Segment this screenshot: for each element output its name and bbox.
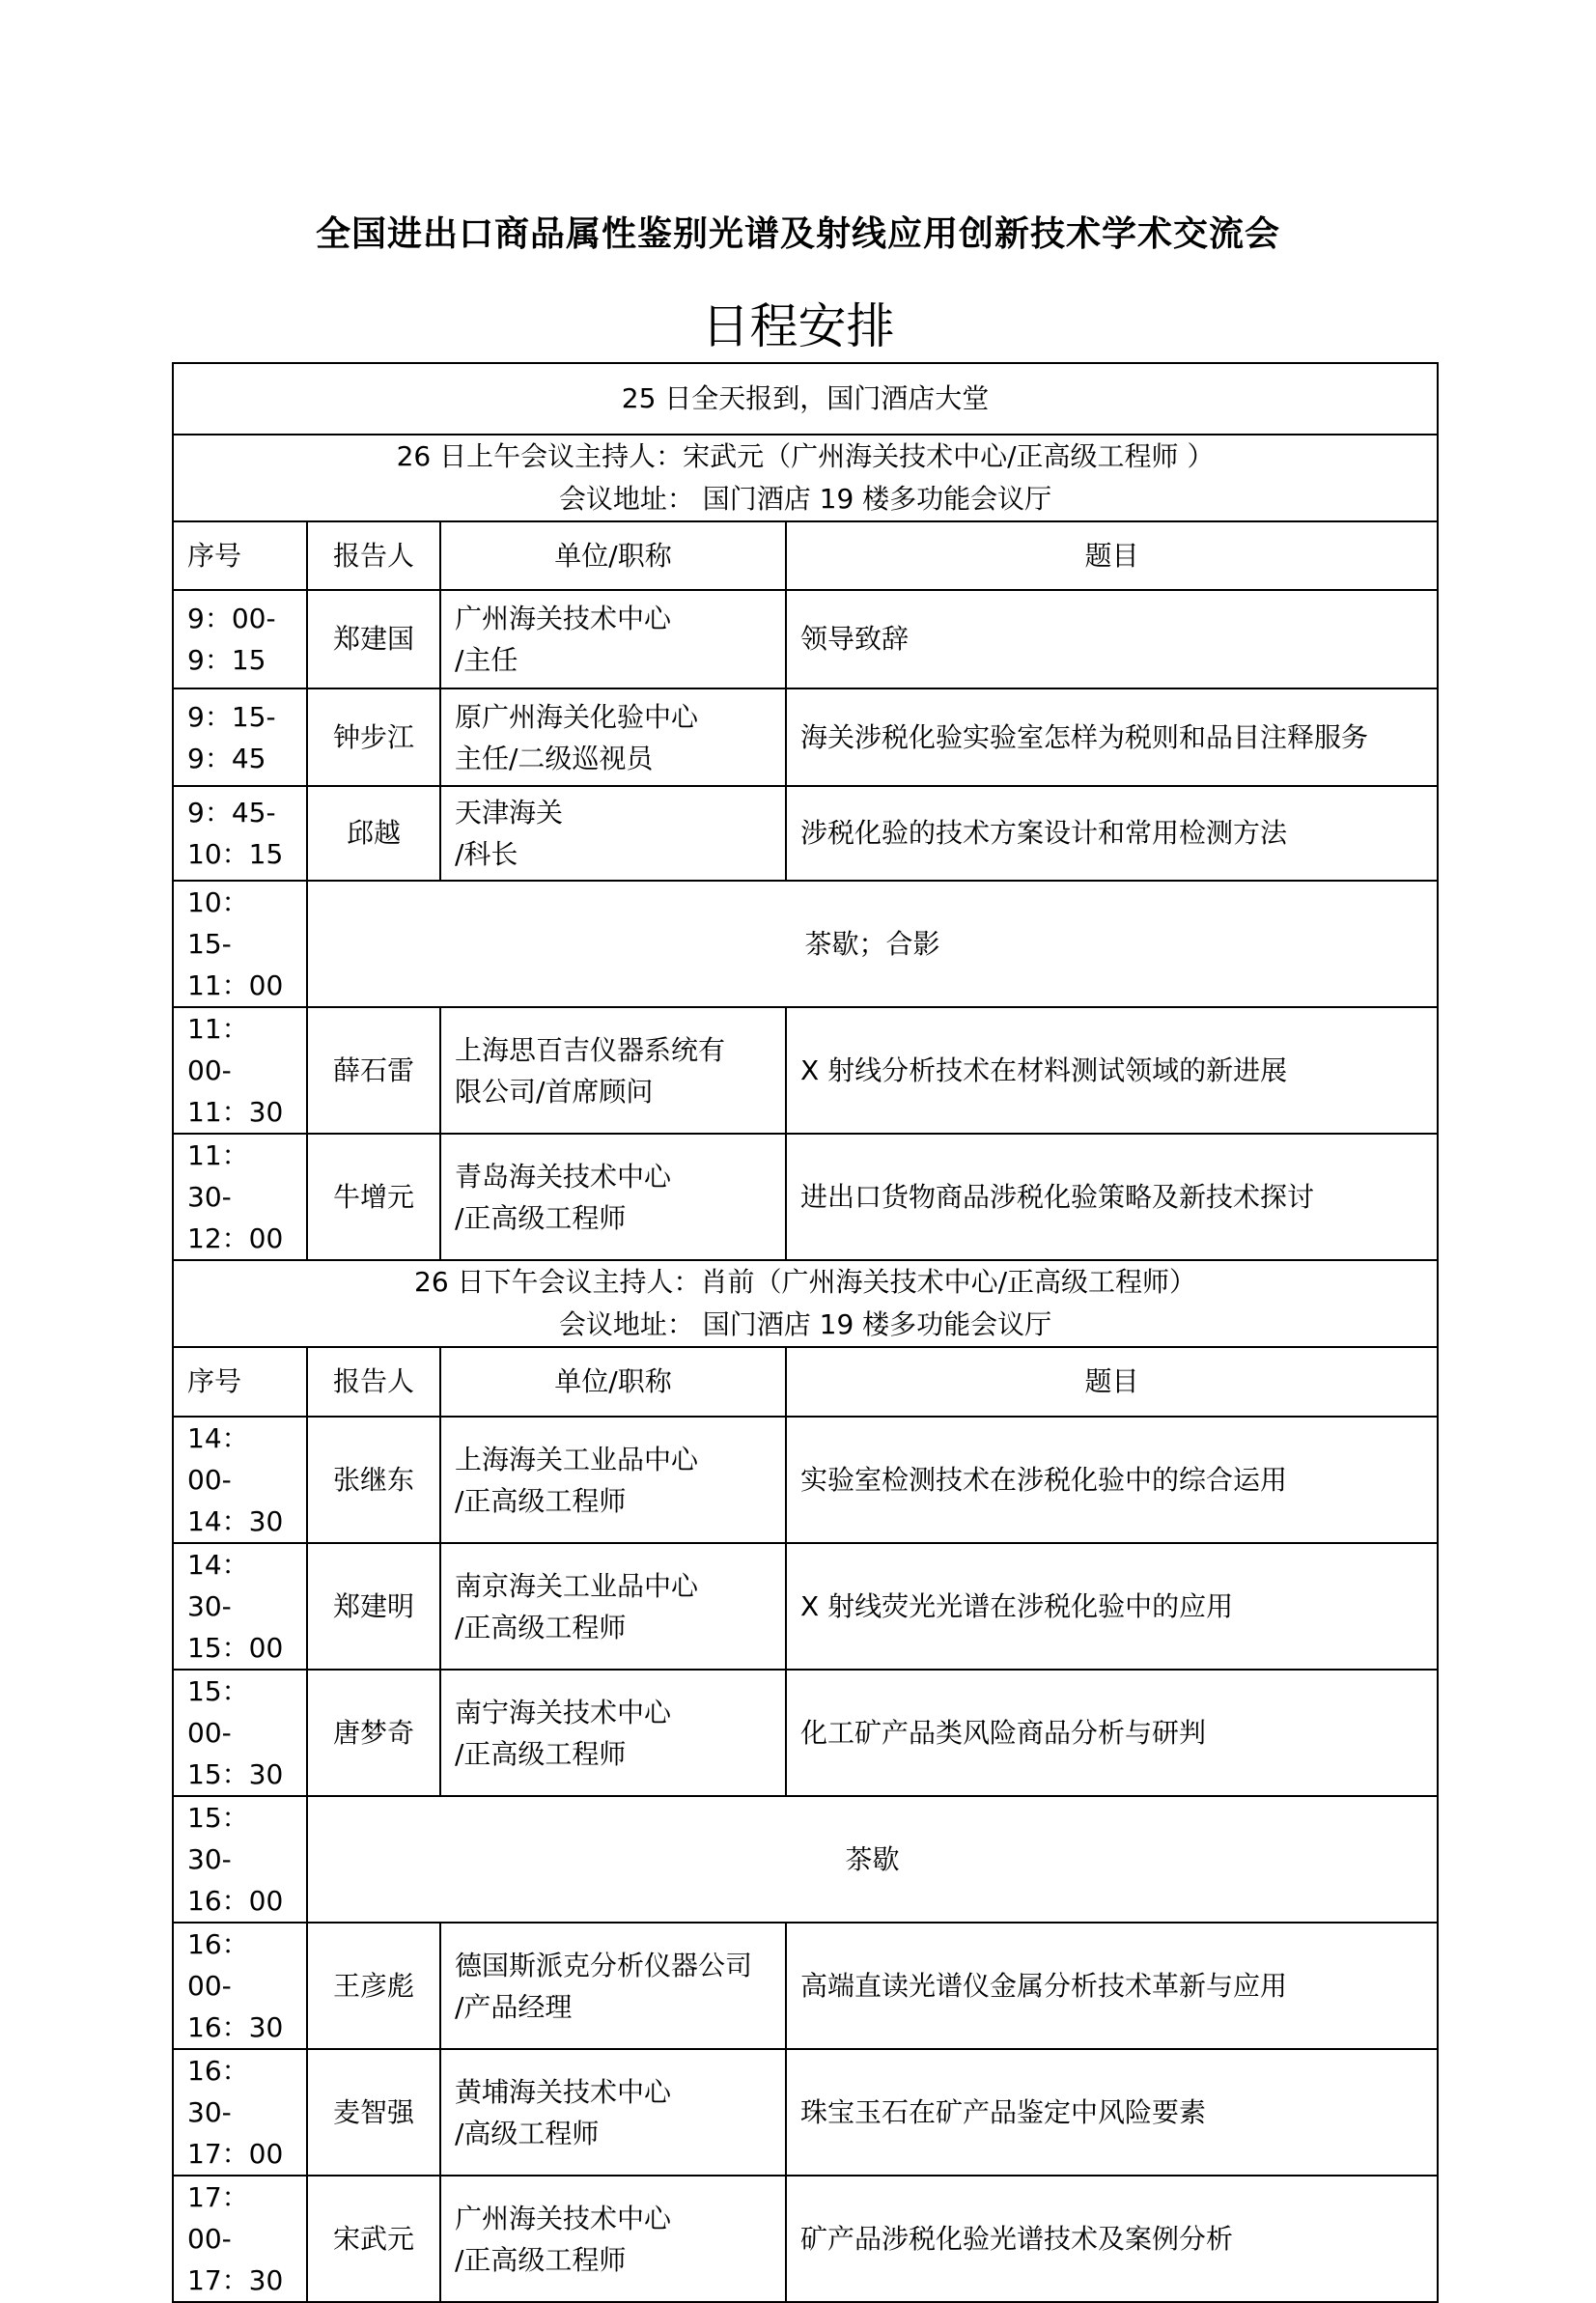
unit-line-2: /科长 (455, 838, 518, 870)
unit-line-2: /产品经理 (455, 1990, 573, 2023)
table-header-row (173, 521, 1438, 590)
unit-line-1: 广州海关技术中心 (455, 603, 672, 634)
break-cell: 茶歇 (307, 1796, 1438, 1923)
unit-line-2: 限公司/首席顾问 (455, 1075, 654, 1108)
table-row (173, 1923, 1438, 2049)
unit-cell (440, 1007, 786, 1134)
time-cell (173, 2049, 307, 2176)
time-cell (173, 881, 307, 1007)
time-start: 9：45- (187, 797, 276, 829)
time-start: 14：30- (187, 1549, 249, 1622)
speaker-cell: 邱越 (307, 786, 440, 881)
time-end: 11：30 (187, 1096, 284, 1128)
table-row (173, 1670, 1438, 1796)
time-cell (173, 1417, 307, 1543)
table-header-row (173, 1347, 1438, 1417)
session-info-row (173, 1260, 1438, 1347)
unit-line-1: 黄埔海关技术中心 (455, 2075, 672, 2108)
time-start: 9：15- (187, 700, 276, 733)
session-info-cell (173, 1260, 1438, 1347)
topic-cell: 海关涉税化验实验室怎样为税则和品目注释服务 (786, 688, 1438, 786)
table-row (173, 1417, 1438, 1543)
unit-line-2: /正高级工程师 (455, 1611, 627, 1643)
topic-cell: 珠宝玉石在矿产品鉴定中风险要素 (786, 2049, 1438, 2176)
unit-line-2: 主任/二级巡视员 (455, 742, 654, 774)
time-end: 16：30 (187, 2011, 284, 2043)
unit-line-1: 德国斯派克分析仪器公司 (455, 1949, 753, 1981)
time-start: 10：15- (187, 886, 249, 960)
topic-cell: X 射线荧光光谱在涉税化验中的应用 (786, 1543, 1438, 1670)
time-start: 15：00- (187, 1675, 249, 1749)
time-cell (173, 1543, 307, 1670)
unit-line-2: /正高级工程师 (455, 1201, 627, 1234)
time-end: 9：45 (187, 742, 266, 774)
speaker-cell: 牛增元 (307, 1134, 440, 1260)
unit-line-2: /高级工程师 (455, 2117, 600, 2149)
unit-line-1: 上海思百吉仪器系统有 (455, 1033, 726, 1066)
time-end: 11：00 (187, 969, 284, 1001)
time-end: 12：00 (187, 1222, 284, 1254)
topic-cell: 化工矿产品类风险商品分析与研判 (786, 1670, 1438, 1796)
unit-cell (440, 2176, 786, 2302)
table-row (173, 1007, 1438, 1134)
time-end: 14：30 (187, 1505, 284, 1537)
document-subtitle: 日程安排 (701, 298, 895, 354)
schedule-table (172, 362, 1439, 2303)
unit-line-2: /主任 (455, 644, 518, 676)
time-start: 11：00- (187, 1013, 249, 1086)
unit-cell (440, 590, 786, 688)
unit-cell (440, 1417, 786, 1543)
time-start: 17：00- (187, 2181, 249, 2255)
unit-line-2: /正高级工程师 (455, 1484, 627, 1517)
table-row (173, 881, 1438, 1007)
time-end: 16：00 (187, 1885, 284, 1917)
unit-line-2: /正高级工程师 (455, 2243, 627, 2276)
time-end: 15：30 (187, 1758, 284, 1790)
speaker-cell: 钟步江 (307, 688, 440, 786)
speaker-cell: 王彦彪 (307, 1923, 440, 2049)
unit-cell (440, 1543, 786, 1670)
unit-line-1: 上海海关工业品中心 (455, 1443, 699, 1475)
time-end: 9：15 (187, 644, 266, 676)
topic-cell: X 射线分析技术在材料测试领域的新进展 (786, 1007, 1438, 1134)
unit-line-1: 青岛海关技术中心 (455, 1160, 672, 1193)
header-topic: 题目 (786, 521, 1438, 590)
table-row (173, 1134, 1438, 1260)
topic-cell: 涉税化验的技术方案设计和常用检测方法 (786, 786, 1438, 881)
document-title: 全国进出口商品属性鉴别光谱及射线应用创新技术学术交流会 (315, 214, 1280, 254)
session-info-cell (173, 435, 1438, 521)
speaker-cell: 唐梦奇 (307, 1670, 440, 1796)
speaker-cell: 麦智强 (307, 2049, 440, 2176)
header-seq: 序号 (173, 1347, 307, 1417)
header-unit: 单位/职称 (440, 1347, 786, 1417)
topic-cell: 领导致辞 (786, 590, 1438, 688)
unit-cell (440, 786, 786, 881)
time-end: 17：00 (187, 2138, 284, 2170)
session-venue: 会议地址： 国门酒店 19 楼多功能会议厅 (558, 1308, 1052, 1340)
session-host: 26 日下午会议主持人：肖前（广州海关技术中心/正高级工程师） (414, 1266, 1196, 1298)
table-row (173, 590, 1438, 688)
table-row (173, 1543, 1438, 1670)
time-start: 11：30- (187, 1139, 249, 1213)
topic-cell: 进出口货物商品涉税化验策略及新技术探讨 (786, 1134, 1438, 1260)
speaker-cell: 郑建明 (307, 1543, 440, 1670)
time-cell (173, 786, 307, 881)
time-cell (173, 2176, 307, 2302)
time-start: 9：00- (187, 603, 276, 634)
speaker-cell: 薛石雷 (307, 1007, 440, 1134)
topic-cell: 高端直读光谱仪金属分析技术革新与应用 (786, 1923, 1438, 2049)
time-start: 14：00- (187, 1422, 249, 1496)
header-seq: 序号 (173, 521, 307, 590)
table-row (173, 786, 1438, 881)
unit-cell (440, 1670, 786, 1796)
speaker-cell: 宋武元 (307, 2176, 440, 2302)
unit-line-2: /正高级工程师 (455, 1737, 627, 1770)
unit-line-1: 南宁海关技术中心 (455, 1696, 672, 1728)
header-topic: 题目 (786, 1347, 1438, 1417)
unit-cell (440, 1134, 786, 1260)
break-cell: 茶歇；合影 (307, 881, 1438, 1007)
time-end: 15：00 (187, 1632, 284, 1664)
header-speaker: 报告人 (307, 1347, 440, 1417)
unit-line-1: 广州海关技术中心 (455, 2202, 672, 2234)
topic-cell: 矿产品涉税化验光谱技术及案例分析 (786, 2176, 1438, 2302)
session-venue: 会议地址： 国门酒店 19 楼多功能会议厅 (558, 483, 1052, 515)
time-cell (173, 1796, 307, 1923)
session-info-row (173, 435, 1438, 521)
unit-cell (440, 688, 786, 786)
unit-cell (440, 1923, 786, 2049)
speaker-cell: 郑建国 (307, 590, 440, 688)
header-unit: 单位/职称 (440, 521, 786, 590)
registration-cell: 25 日全天报到，国门酒店大堂 (173, 363, 1438, 435)
time-cell (173, 1007, 307, 1134)
time-cell (173, 590, 307, 688)
time-cell (173, 1134, 307, 1260)
header-speaker: 报告人 (307, 521, 440, 590)
session-host: 26 日上午会议主持人：宋武元（广州海关技术中心/正高级工程师 ） (396, 440, 1215, 472)
table-row (173, 2049, 1438, 2176)
table-row (173, 2176, 1438, 2302)
time-cell (173, 688, 307, 786)
time-end: 17：30 (187, 2264, 284, 2296)
time-end: 10：15 (187, 838, 284, 870)
time-cell (173, 1923, 307, 2049)
unit-cell (440, 2049, 786, 2176)
speaker-cell: 张继东 (307, 1417, 440, 1543)
time-start: 15：30- (187, 1802, 249, 1875)
time-cell (173, 1670, 307, 1796)
unit-line-1: 南京海关工业品中心 (455, 1569, 699, 1602)
table-row (173, 1796, 1438, 1923)
time-start: 16：00- (187, 1928, 249, 2002)
topic-cell: 实验室检测技术在涉税化验中的综合运用 (786, 1417, 1438, 1543)
unit-line-1: 原广州海关化验中心 (455, 700, 699, 733)
unit-line-1: 天津海关 (455, 797, 564, 829)
time-start: 16：30- (187, 2055, 249, 2128)
table-row (173, 688, 1438, 786)
registration-row (173, 363, 1438, 435)
